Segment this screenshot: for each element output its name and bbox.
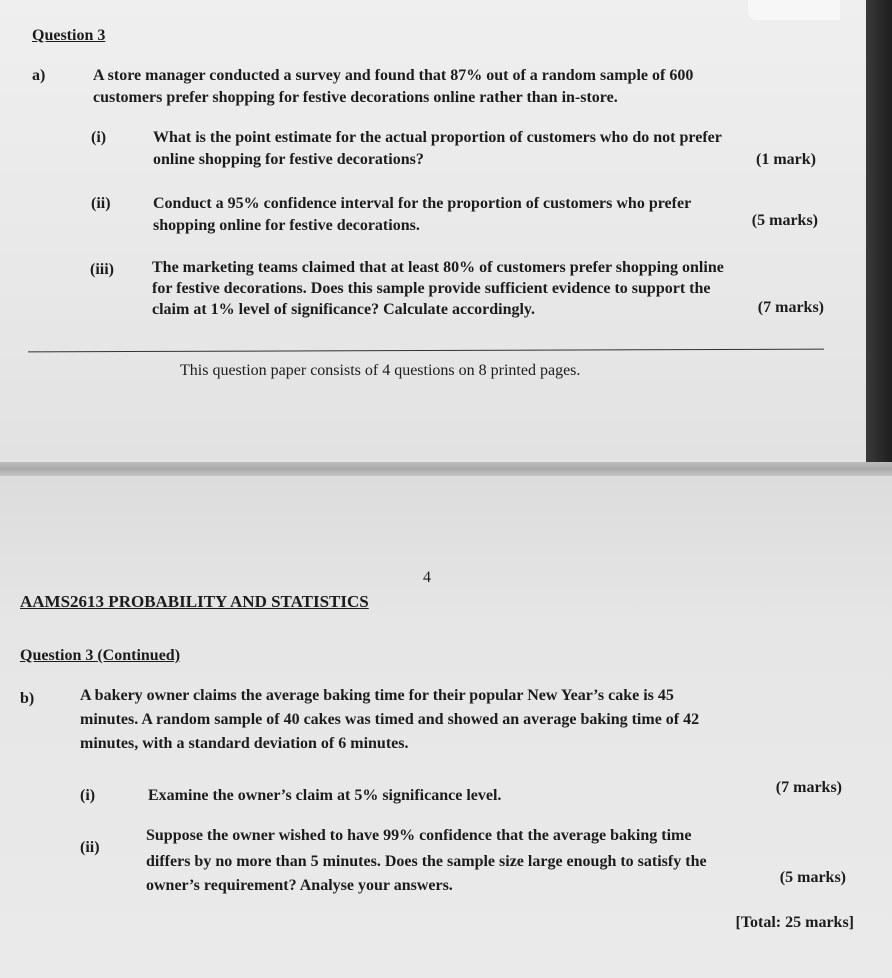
page-footer-note: This question paper consists of 4 questions on 8 printed pages. (180, 362, 581, 379)
sub-b-i-line1: Examine the owner’s claim at 5% significance level. (148, 787, 502, 804)
part-b-label: b) (20, 690, 35, 707)
total-marks: [Total: 25 marks] (735, 914, 854, 931)
sub-b-ii-line3: owner’s requirement? Analyse your answers. (146, 877, 453, 894)
glare (748, 0, 840, 20)
course-header: AAMS2613 PROBABILITY AND STATISTICS (20, 592, 369, 611)
sub-iii-label: (iii) (90, 261, 114, 278)
part-a-line2: customers prefer shopping for festive decorations online rather than in-store. (93, 89, 618, 106)
exam-page-top (0, 0, 866, 462)
sub-ii-marks: (5 marks) (751, 212, 818, 229)
part-b-line2: minutes. A random sample of 40 cakes was timed and showed an average baking time of 42 (80, 711, 700, 728)
sub-i-line1: What is the point estimate for the actual proportion of customers who do not prefer (153, 129, 722, 146)
sub-ii-line1: Conduct a 95% confidence interval for the proportion of customers who prefer (153, 195, 692, 212)
question-continued-title: Question 3 (Continued) (20, 647, 181, 664)
sub-ii-line2: shopping online for festive decorations. (153, 217, 420, 234)
sub-b-ii-marks: (5 marks) (779, 869, 846, 886)
sub-ii-label: (ii) (91, 195, 111, 212)
sub-b-i-marks: (7 marks) (775, 779, 842, 796)
sub-i-line2: online shopping for festive decorations? (153, 151, 424, 168)
part-b-line1: A bakery owner claims the average baking time for their popular New Year’s cake is 45 (80, 687, 674, 704)
exam-page-bottom (0, 476, 892, 978)
page-number: 4 (423, 569, 431, 586)
sub-iii-marks: (7 marks) (757, 299, 824, 316)
sub-iii-line3: claim at 1% level of significance? Calculate accordingly. (152, 301, 536, 318)
sub-b-i-label: (i) (80, 787, 96, 804)
screen-edge (866, 0, 892, 462)
sub-iii-line1: The marketing teams claimed that at least 80% of customers prefer shopping online (152, 259, 724, 276)
page-gap (0, 462, 892, 476)
part-b-line3: minutes, with a standard deviation of 6 minutes. (80, 735, 409, 752)
sub-i-label: (i) (91, 129, 107, 146)
footer-rule (28, 349, 824, 353)
sub-iii-line2: for festive decorations. Does this sample provide sufficient evidence to support the (152, 280, 711, 297)
sub-b-ii-label: (ii) (80, 839, 100, 856)
question-title: Question 3 (32, 27, 106, 44)
part-a-line1: A store manager conducted a survey and found that 87% out of a random sample of 600 (93, 67, 694, 84)
part-a-label: a) (32, 67, 46, 84)
sub-b-ii-line2: differs by no more than 5 minutes. Does the sample size large enough to satisfy the (146, 853, 707, 870)
sub-b-ii-line1: Suppose the owner wished to have 99% confidence that the average baking time (146, 827, 692, 844)
sub-i-marks: (1 mark) (756, 151, 816, 168)
